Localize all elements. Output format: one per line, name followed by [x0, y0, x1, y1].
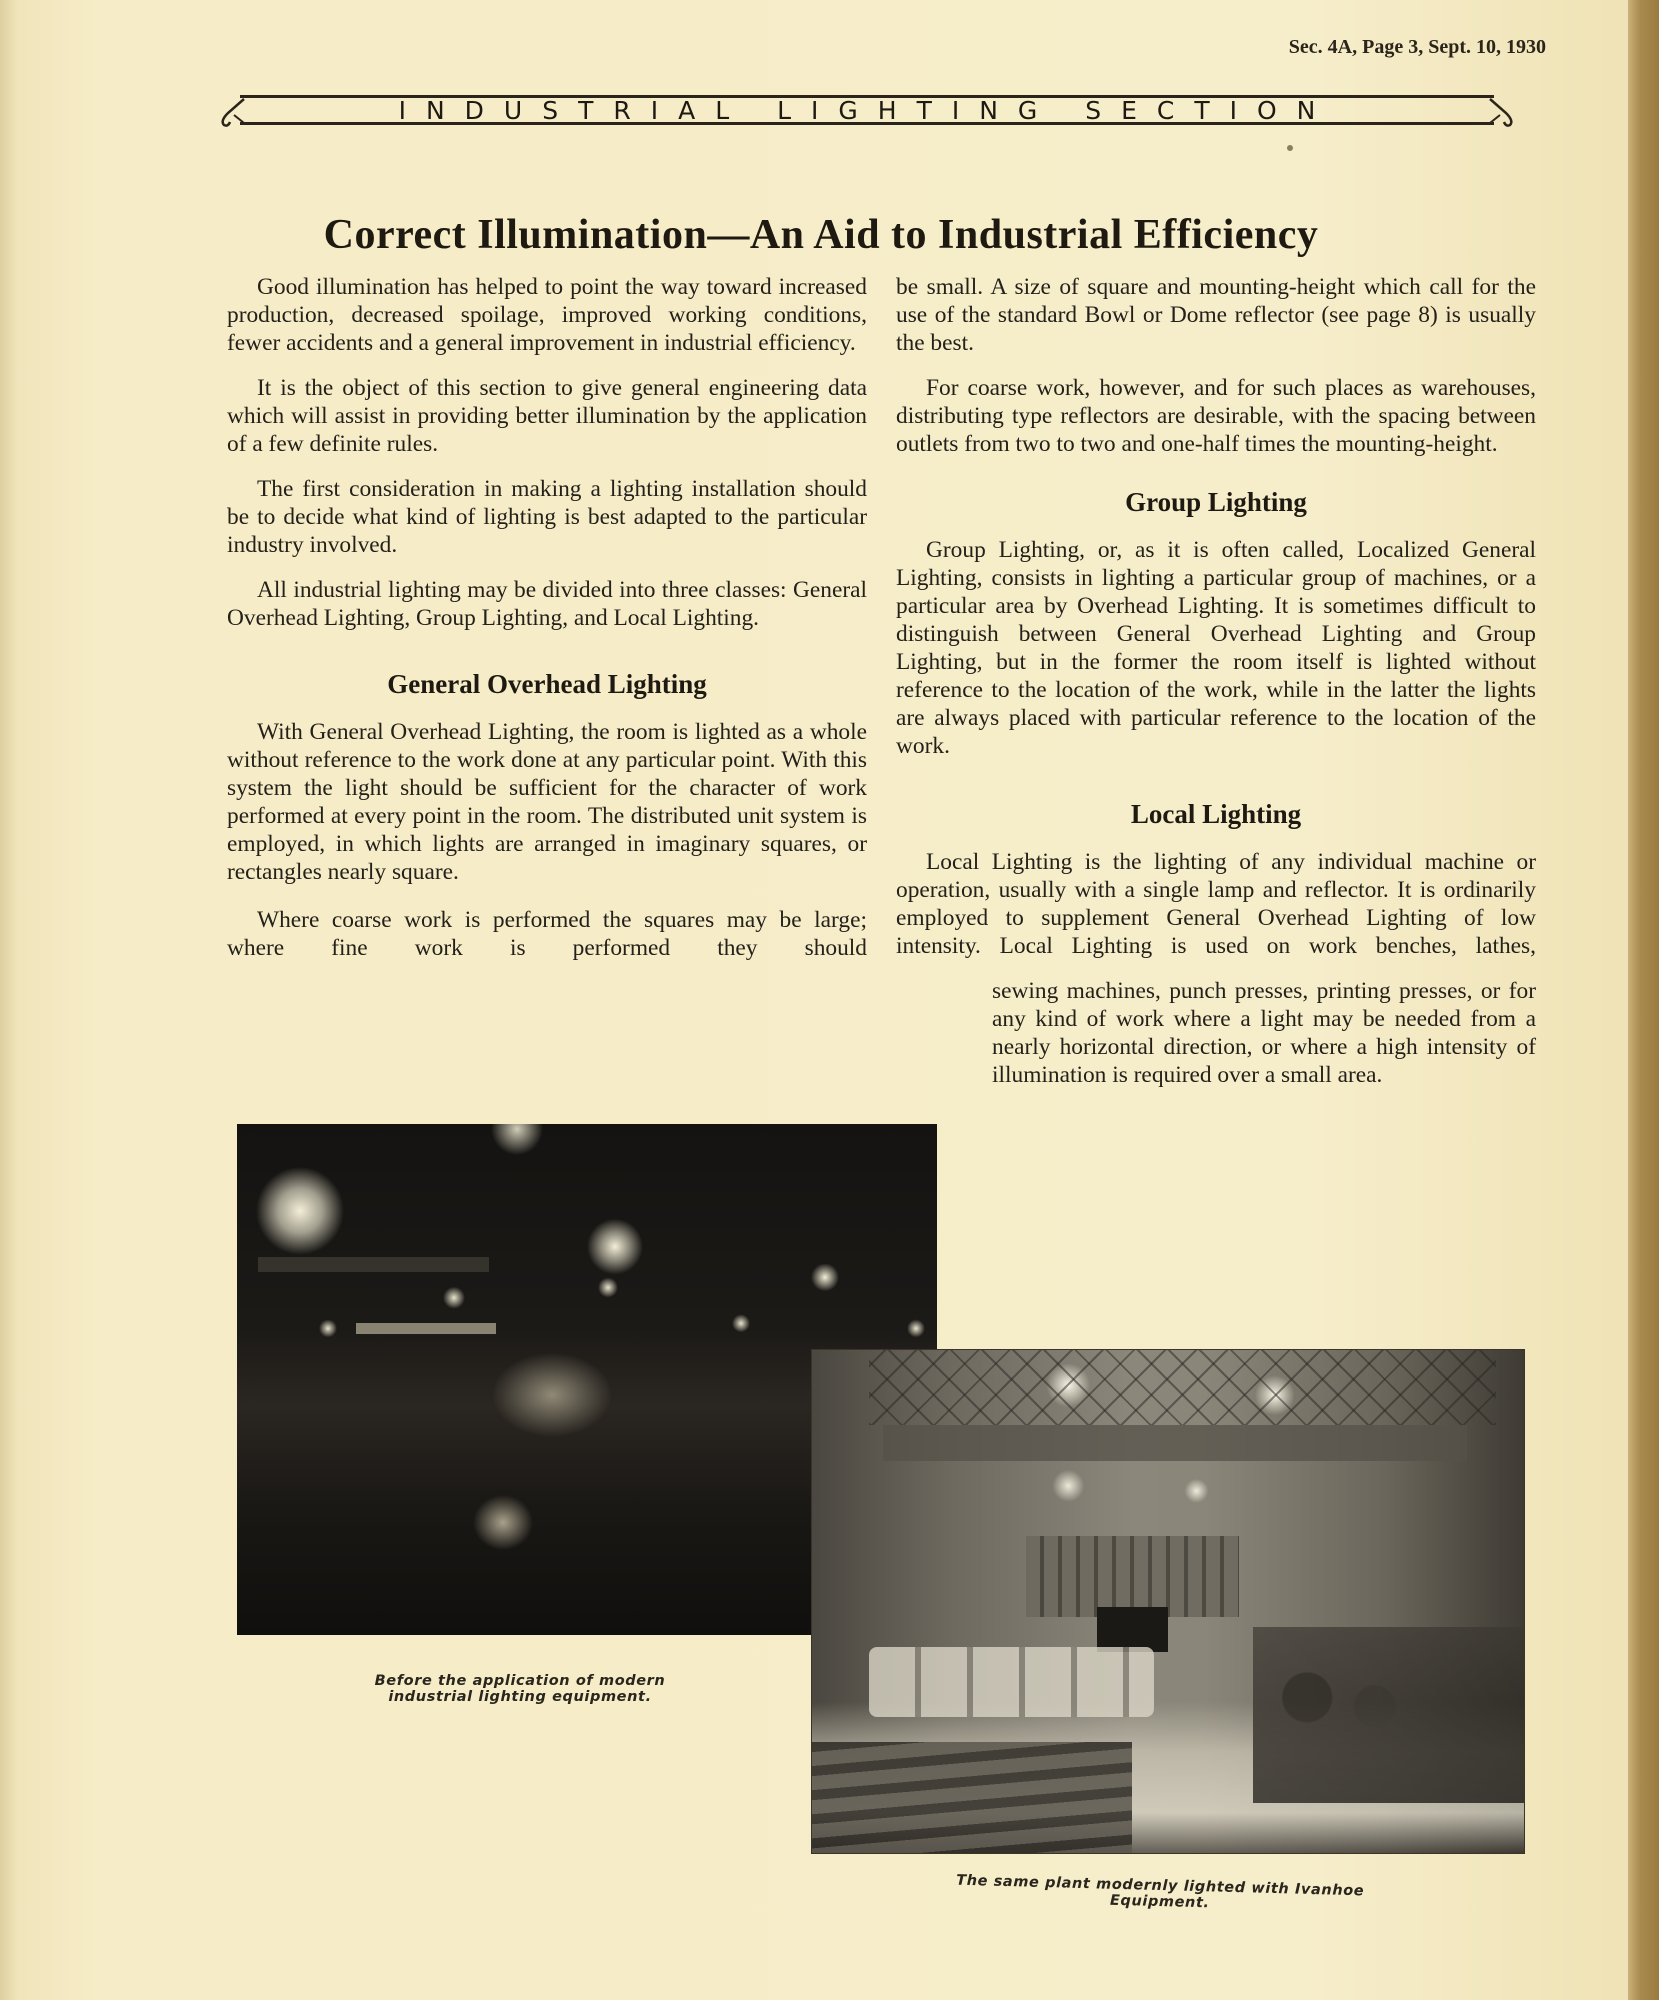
- continued-paragraph: be small. A size of square and mounting-height which call for the use of the standard Bowl or Dome reflector (see page 8) is usually the best.: [896, 274, 1536, 356]
- intro-paragraph: Good illumination has helped to point the way toward increased production, decreased spoilage, improved working conditions, fewer accidents and a general improvement in industrial efficiency.: [227, 274, 867, 356]
- section-banner: [222, 95, 1512, 127]
- body-paragraph: With General Overhead Lighting, the room is lighted as a whole without reference to the work done at any particular point. With this system the light should be sufficient for the character of work performed at every point in the room. The distributed unit system is employed, in which lights are arranged in imaginary squares, or rectangles nearly square.: [227, 719, 867, 885]
- body-paragraph-wrapped: sewing machines, punch presses, printing presses, or for any kind of work where a light may be needed from a nearly horizontal direction, or where a high intensity of illumination is required over a small area.: [992, 978, 1536, 1088]
- section-banner-frame: [240, 95, 1494, 125]
- body-paragraph: For coarse work, however, and for such places as warehouses, distributing type reflectors are desirable, with the spacing between outlets from two to two and one-half times the mounting-height.: [896, 375, 1536, 457]
- heading-general-overhead-lighting: General Overhead Lighting: [387, 669, 707, 699]
- before-photo-caption: Before the application of modern industrial lighting equipment.: [374, 1673, 666, 1705]
- photo-detail-machines: [1253, 1627, 1524, 1803]
- page-reference: Sec. 4A, Page 3, Sept. 10, 1930: [1288, 36, 1546, 58]
- intro-paragraph: The first consideration in making a lighting installation should be to decide what kind of lighting is best adapted to the particular industry involved.: [227, 476, 867, 558]
- after-photo: [811, 1349, 1525, 1854]
- right-column: [896, 273, 1536, 1106]
- body-paragraph: Where coarse work is performed the squares may be large; where fine work is performed they should: [227, 907, 867, 961]
- intro-paragraph: All industrial lighting may be divided into three classes: General Overhead Lighting, Group Lighting, and Local Lighting.: [227, 577, 867, 631]
- body-paragraph: Local Lighting is the lighting of any individual machine or operation, usually with a single lamp and reflector. It is ordinarily employed to supplement General Overhead Lighting of low intensity. Local Lighting is used on work benches, lathes,: [896, 849, 1536, 959]
- intro-paragraph: It is the object of this section to give general engineering data which will assist in providing better illumination by the application of a few definite rules.: [227, 375, 867, 457]
- heading-local-lighting: Local Lighting: [1130, 799, 1302, 829]
- body-paragraph: Group Lighting, or, as it is often called, Localized General Lighting, consists in lighting a particular group of machines, or a particular area by Overhead Lighting. It is sometimes difficult to distinguish between General Overhead Lighting and Group Lighting, but in the former the room itself is lighted without reference to the location of the work, while in the latter the lights are always placed with particular reference to the location of the work.: [896, 537, 1536, 759]
- photo-detail-door: [1097, 1607, 1168, 1652]
- after-photo-caption: The same plant modernly lighted with Ivanhoe Equipment.: [955, 1872, 1365, 1912]
- photo-detail-beam: [258, 1257, 489, 1272]
- photo-detail-roof-truss: [869, 1350, 1496, 1425]
- article-title: Correct Illumination—An Aid to Industrial Efficiency: [323, 212, 1319, 259]
- left-column: [227, 273, 867, 979]
- photo-detail-lit-strip: [356, 1323, 496, 1333]
- photo-detail-crane: [883, 1425, 1467, 1460]
- page-edge-shadow: [0, 0, 18, 2000]
- heading-group-lighting: Group Lighting: [1125, 487, 1307, 517]
- photo-detail-cylinders: [869, 1647, 1154, 1717]
- print-speck: [1287, 145, 1293, 151]
- book-spine-edge: [1628, 0, 1659, 2000]
- photo-detail-back-wall: [1026, 1536, 1240, 1616]
- section-banner-text: INDUSTRIAL LIGHTING SECTION: [398, 95, 1336, 125]
- photo-detail-floor-beams: [812, 1742, 1132, 1853]
- right-scroll-ornament-icon: [1486, 93, 1520, 129]
